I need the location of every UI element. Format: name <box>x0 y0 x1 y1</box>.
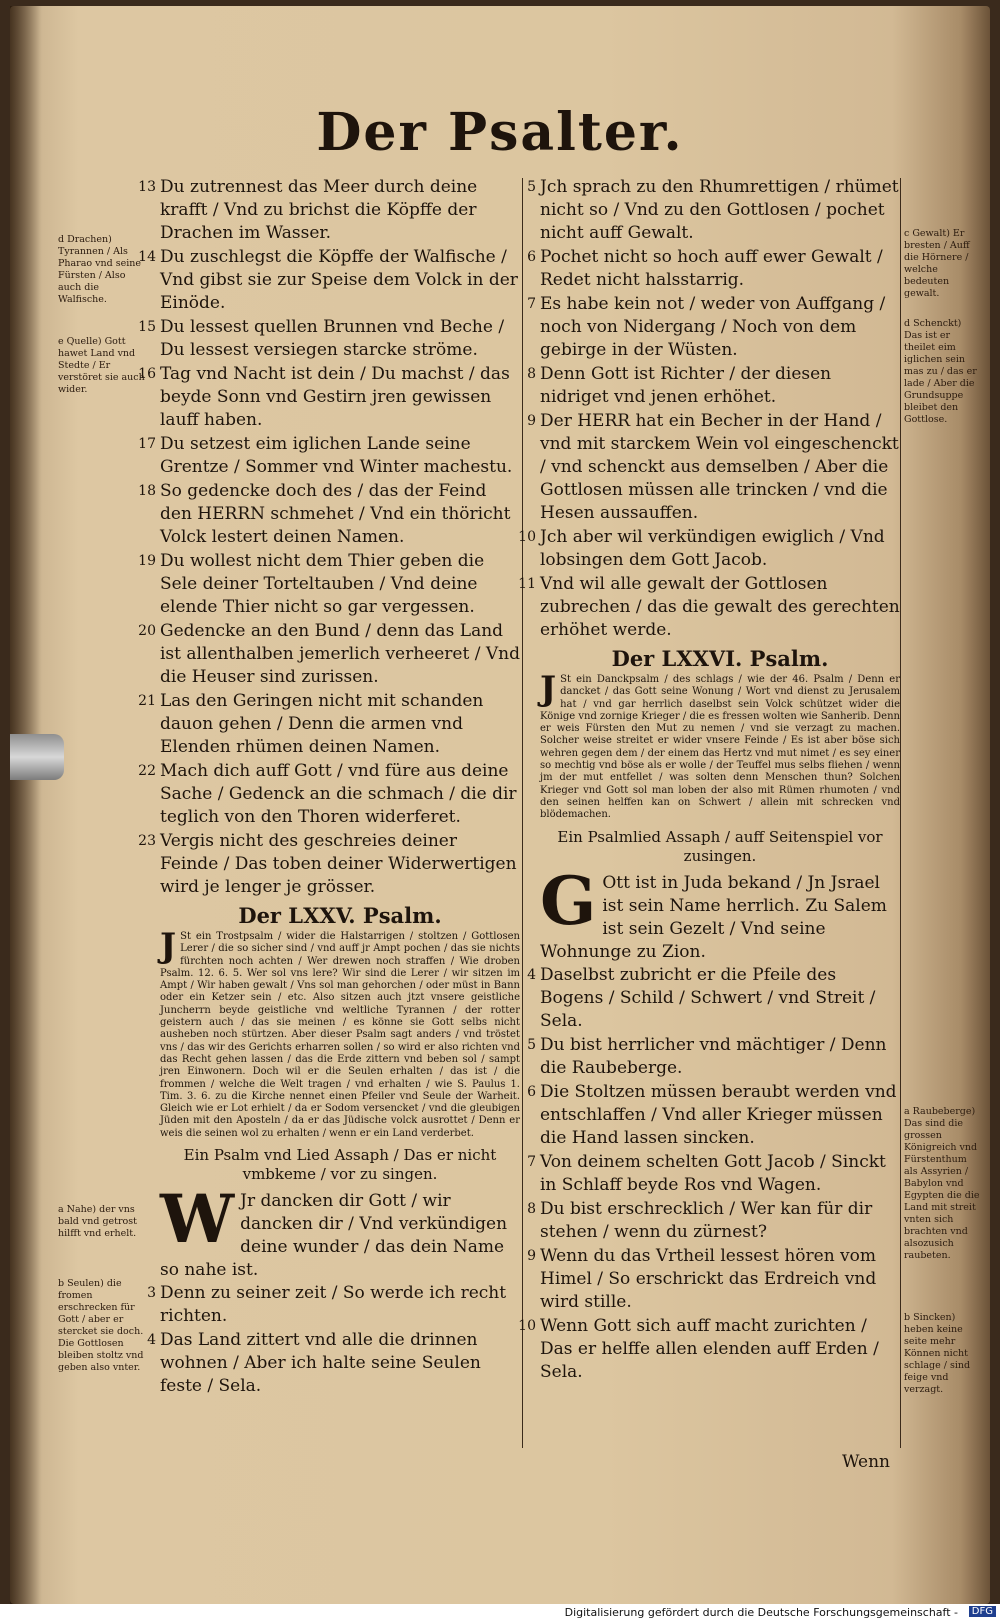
psalm-heading: Der LXXV. Psalm. <box>238 903 442 928</box>
verse-text: Von deinem schelten Gott Jacob / Sinckt in Schlaff beyde Ros vnd Wagen. <box>540 1151 886 1195</box>
verse <box>138 316 520 362</box>
verse <box>527 246 900 292</box>
page-clip <box>10 734 64 780</box>
margin-note: d Drachen) Tyrannen / Als Pharao vnd seine Fürsten / Also auch die Walfische. <box>58 234 141 305</box>
verse <box>138 690 520 759</box>
verse-text: Wenn Gott sich auff macht zurichten / Das er helffe allen elenden auff Erden / Sela. <box>540 1315 879 1382</box>
drop-initial: J <box>540 669 557 709</box>
psalm-superscript: Ein Psalm vnd Lied Assaph / Das er nicht vmbkeme / vor zu singen. <box>183 1146 497 1184</box>
verse <box>527 176 900 245</box>
margin-note: e Quelle) Gott hawet Land vnd Stedte / Er verstöret sie auch wider. <box>58 336 145 395</box>
verse-number: 5 <box>527 179 536 195</box>
first-verse-text: Jr dancken dir Gott / wir dancken dir / Vnd verkündigen deine wunder / das dein Name so nahe ist. <box>160 1191 508 1281</box>
verse <box>527 1081 900 1150</box>
verse <box>527 1151 900 1197</box>
margin-note: a Nahe) der vns bald vnd getrost hilfft vnd erhelt. <box>58 1204 137 1239</box>
verse-text: Pochet nicht so hoch auff ewer Gewalt / Redet nicht halsstarrig. <box>540 247 883 290</box>
margin-note: c Gewalt) Er bresten / Auff die Hörnere / welche bedeuten gewalt. <box>904 228 970 299</box>
verse-text: Die Stoltzen müssen beraubt werden vnd entschlaffen / Vnd aller Krieger müssen die Hand lassen sincken. <box>540 1081 897 1148</box>
verse-text: Du bist erschrecklich / Wer kan für dir stehen / wenn du zürnest? <box>540 1198 873 1242</box>
verse-number: 7 <box>527 1153 536 1170</box>
verse-text: Du wollest nicht dem Thier geben die Sele deiner Torteltauben / Vnd deine elende Thier nicht so gar vergessen. <box>160 551 485 617</box>
verse-number: 21 <box>138 693 156 709</box>
verse <box>138 620 520 689</box>
verse-text: Es habe kein not / weder von Auffgang / noch von Nidergang / Noch von dem gebirge in der Wüsten. <box>540 294 886 360</box>
verse-number: 18 <box>138 483 156 499</box>
verse-number: 4 <box>147 1332 156 1349</box>
left-column <box>138 176 520 1399</box>
verse-number: 16 <box>138 366 156 382</box>
verse <box>138 480 520 549</box>
verse-number: 20 <box>138 623 156 639</box>
verse-number: 7 <box>527 296 536 312</box>
footer-credit: Digitalisierung gefördert durch die Deutsche Forschungsgemeinschaft - <box>564 1606 958 1619</box>
psalm-heading: Der LXXVI. Psalm. <box>611 646 829 671</box>
verse <box>138 433 520 479</box>
first-verse <box>160 1180 520 1282</box>
verse-number: 19 <box>138 553 156 569</box>
verse-number: 23 <box>138 833 156 849</box>
verse-text: So gedencke doch des / das der Feind den HERRN schmehet / Vnd ein thöricht Volck lestert deinen Namen. <box>160 481 511 547</box>
verse-text: Mach dich auff Gott / vnd füre aus deine Sache / Gedenck an die schmach / die dir teglich von den Thoren widerferet. <box>160 761 517 827</box>
margin-note: d Schenckt) Das ist er theilet eim iglichen sein mas zu / das er lade / Aber die Grundsuppe bleibet den Gottlose. <box>904 318 977 425</box>
verse <box>518 1315 900 1384</box>
verse-text: Das Land zittert vnd alle die drinnen wohnen / Aber ich halte seine Seulen feste / Sela. <box>160 1330 481 1397</box>
verse-number: 6 <box>527 1083 536 1100</box>
verse <box>527 1198 900 1244</box>
verse-number: 8 <box>527 1200 536 1217</box>
verse <box>138 760 520 829</box>
psalm-summary <box>540 669 900 822</box>
verse-text: Du lessest quellen Brunnen vnd Beche / Du lessest versiegen starcke ströme. <box>160 317 505 360</box>
verse <box>527 363 900 409</box>
verse-text: Las den Geringen nicht mit schanden dauon gehen / Denn die armen vnd Elenden rhümen deinen Namen. <box>160 691 484 757</box>
drop-initial: J <box>160 926 177 966</box>
verse <box>518 573 900 642</box>
verse <box>527 293 900 362</box>
column-rule-right <box>900 178 901 1448</box>
verse <box>138 246 520 315</box>
margin-note: a Raubeberge) Das sind die grossen Königreich vnd Fürstenthum als Assyrien / Babylon vnd Egypten die die Land mit streit vnten sich brachten vnd alsozusich raubeten. <box>904 1106 980 1261</box>
verse-text: Jch sprach zu den Rhumrettigen / rhümet nicht so / Vnd zu den Gottlosen / pochet nicht auff Gewalt. <box>540 177 899 243</box>
verse <box>518 526 900 572</box>
catchword: Wenn <box>841 1452 890 1472</box>
verse <box>138 363 520 432</box>
verse-number: 22 <box>138 763 156 779</box>
verse-number: 15 <box>138 319 156 335</box>
verse-number: 14 <box>138 249 156 265</box>
drop-initial: G <box>540 861 597 940</box>
right-column <box>518 176 900 1385</box>
verse-text: Tag vnd Nacht ist dein / Du machst / das beyde Sonn vnd Gestirn jren gewissen lauff haben. <box>160 364 510 430</box>
first-verse-text: Ott ist in Juda bekand / Jn Jsrael ist sein Name herrlich. Zu Salem ist sein Gezelt / Vnd seine Wohnunge zu Zion. <box>540 872 887 962</box>
verse <box>147 1329 520 1398</box>
verse-text: Vnd wil alle gewalt der Gottlosen zubrechen / das die gewalt des gerechten erhöhet werde. <box>540 574 900 640</box>
verse-number: 13 <box>138 179 156 195</box>
margin-note: b Sincken) heben keine seite mehr Können nicht schlage / sind feige vnd verzagt. <box>904 1312 971 1395</box>
verse-text: Denn Gott ist Richter / der diesen nidriget vnd jenen erhöhet. <box>540 364 832 407</box>
spine-shadow <box>10 6 42 1604</box>
verse <box>527 964 900 1033</box>
psalm-summary <box>160 926 520 1140</box>
verse-number: 8 <box>527 366 536 382</box>
dfg-logo: DFG <box>969 1606 996 1617</box>
verse-number: 9 <box>527 413 536 429</box>
verse <box>138 550 520 619</box>
verse-number: 6 <box>527 249 536 265</box>
verse <box>138 830 520 899</box>
verse-number: 11 <box>518 576 536 592</box>
verse <box>527 1034 900 1080</box>
verse-text: Du bist herrlicher vnd mächtiger / Denn die Raubeberge. <box>540 1034 887 1078</box>
verse-number: 4 <box>527 966 536 983</box>
verse-text: Du zutrennest das Meer durch deine krafft / Vnd zu brichst die Köpffe der Drachen im Wasser. <box>160 177 478 243</box>
verse-number: 10 <box>518 1317 536 1334</box>
first-verse <box>540 861 900 964</box>
verse-number: 5 <box>527 1036 536 1053</box>
verse <box>147 1282 520 1328</box>
summary-text: St ein Danckpsalm / des schlags / wie der 46. Psalm / Denn er dancket / das Gott seine Wonung / Wort vnd dienst zu Jerusalem hat / vnd gar herrlich daselbst sein Volck schützet wider die Könige vnd zornige Krieger / die es fressen wolten wie Sanherib. Denn er weis Fürsten den Mut zu nemen / vnd sie verzagt zu machen. Solcher weise streitet er wider vnsere Feinde / Es ist aber böse sich wehren gegen dem / der einem das Hertz vnd mut nimet / es sey einer so mechtig vnd böse als er wolle / der Teuffel mus selbs fliehen / wenn jm der mut entfellet / was solten denn Menschen thun? Solchen Krieger vnd Gott sol man loben der also mit Rümen rhumoten / vnd den seinen helffen kan on Schwert / allein mit schrecken vnd blödemachen. <box>540 674 900 821</box>
verse <box>527 1245 900 1314</box>
verse-text: Du setzest eim iglichen Lande seine Grentze / Sommer vnd Winter machestu. <box>160 434 513 477</box>
verse-text: Vergis nicht des geschreies deiner Feinde / Das toben deiner Widerwertigen wird je lenger je grösser. <box>160 831 517 897</box>
book-page <box>10 6 990 1604</box>
psalm-superscript: Ein Psalmlied Assaph / auff Seitenspiel vor zusingen. <box>557 827 883 865</box>
verse-text: Der HERR hat ein Becher in der Hand / vnd mit starckem Wein vol eingeschenckt / vnd schenckt aus demselben / Aber die Gottlosen müssen alle trincken / vnd die Hesen aussauffen. <box>540 411 899 523</box>
verse-text: Du zuschlegst die Köpffe der Walfische / Vnd gibst sie zur Speise dem Volck in der Einöde. <box>160 247 518 313</box>
margin-note: b Seulen) die fromen erschrecken für Gott / aber er stercket sie doch. Die Gottlosen bleiben stoltz vnd geben also vnter. <box>58 1278 144 1373</box>
verse-text: Daselbst zubricht er die Pfeile des Bogens / Schild / Schwert / vnd Streit / Sela. <box>540 964 876 1031</box>
verse <box>527 410 900 525</box>
verse-number: 3 <box>147 1285 156 1302</box>
verse-text: Denn zu seiner zeit / So werde ich recht richten. <box>160 1283 507 1327</box>
verse-number: 9 <box>527 1247 536 1264</box>
page-title: Der Psalter. <box>316 102 684 163</box>
verse-number: 17 <box>138 436 156 452</box>
verse <box>138 176 520 245</box>
verse-text: Wenn du das Vrtheil lessest hören vom Himel / So erschrickt das Erdreich vnd wird stille. <box>540 1245 877 1312</box>
summary-text: St ein Trostpsalm / wider die Halstarrigen / stoltzen / Gottlosen Lerer / die so sicher sind / vnd auff jr Ampt pochen / das sie nichts fürchten noch achten / Wer drewen noch straffen / Wie droben Psalm. 12. 6. 5. Wer sol vns lere? Wir sind die Lerer / wir sitzen im Ampt / Wir haben gewalt / Vns sol man gehorchen / oder müst in Bann oder ein Ketzer sein / etc. Also sitzen auch jtzt vnsere geistliche Juncherrn beyde geistliche vnd weltliche Tyrannen / der rotter geistern auch / das sie meinen / es könne sie Gott selbs nicht ausheben noch stürtzen. Aber dieser Psalm sagt anders / vnd tröstet vns / das wir des Gerichts erharren sollen / so wird er also richten vnd das Recht gehen lassen / das die Erde zittern vnd beben sol / sampt jren Einwonern. Doch wil er die Seulen erhalten / das ist / die frommen / welche die Welt tragen / vnd erhalten / wie S. Paulus 1. Tim. 3. 6. zu die Kirche nennet einen Pfeiler vnd Seule der Warheit. Gleich wie er Lot erhielt / da er Sodom versencket / vnd die gleubigen Jüden mit den Aposteln / da er das Jüdische volck ausrottet / Denn er weis die seinen wol zu erhalten / wenn er ein Land verderbet. <box>160 931 520 1139</box>
verse-text: Gedencke an den Bund / denn das Land ist allenthalben jemerlich verheeret / Vnd die Heuser sind zurissen. <box>160 621 520 687</box>
verse-number: 10 <box>518 529 536 545</box>
drop-initial: W <box>160 1180 235 1259</box>
verse-text: Jch aber wil verkündigen ewiglich / Vnd lobsingen dem Gott Jacob. <box>540 527 885 570</box>
